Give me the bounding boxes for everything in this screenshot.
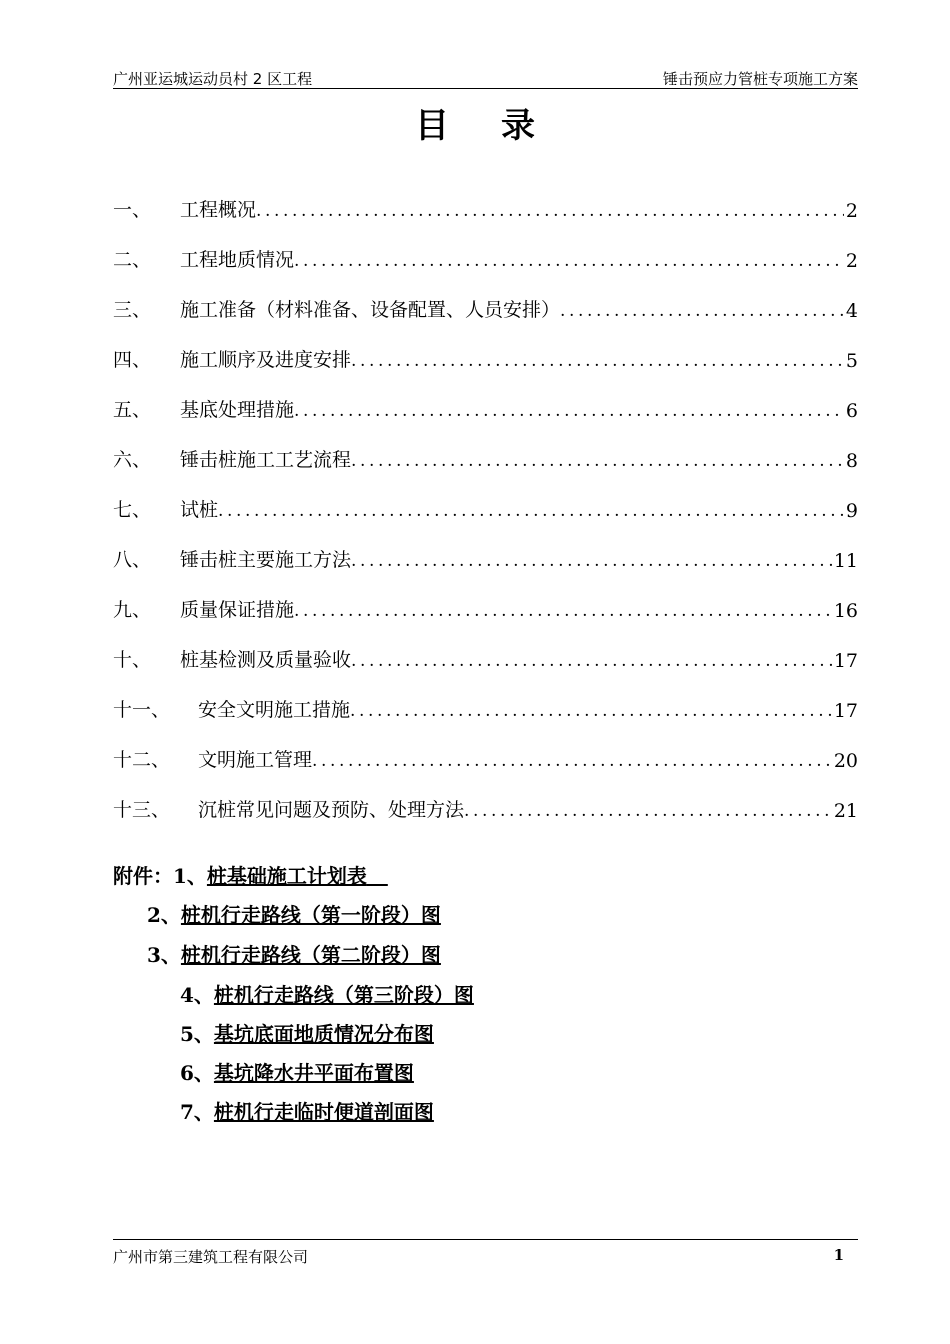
toc-label: 施工顺序及进度安排 xyxy=(180,349,352,371)
toc-label: 质量保证措施 xyxy=(180,599,295,621)
toc-page: 17 xyxy=(833,650,858,672)
toc-number: 十二、 xyxy=(113,749,171,771)
appendix-label: 桩基础施工计划表 xyxy=(206,864,367,888)
appendix-label: 基坑降水井平面布置图 xyxy=(213,1061,414,1085)
footer-page-number: 1 xyxy=(833,1246,844,1264)
appendix-item[interactable] xyxy=(180,979,474,1008)
toc-entry[interactable] xyxy=(113,590,858,622)
page-header xyxy=(113,66,858,89)
toc-label: 安全文明施工措施 xyxy=(198,699,351,721)
toc-number: 十、 xyxy=(113,649,152,671)
appendix-number: 7、 xyxy=(180,1100,214,1124)
toc-number: 七、 xyxy=(113,499,152,521)
toc-number: 五、 xyxy=(113,399,152,421)
toc-page: 5 xyxy=(845,350,858,372)
appendix-prefix: 附件： xyxy=(113,864,173,888)
toc-number: 十三、 xyxy=(113,799,171,821)
toc-label: 试桩 xyxy=(180,499,219,521)
toc-entry[interactable] xyxy=(113,240,858,272)
toc-leader xyxy=(351,651,832,671)
toc-leader xyxy=(294,401,844,421)
toc-entry[interactable] xyxy=(113,740,858,772)
toc-entry[interactable] xyxy=(113,640,858,672)
toc-entry[interactable] xyxy=(113,290,858,322)
page-footer xyxy=(113,1239,858,1266)
appendix-underline-tail xyxy=(367,864,388,888)
toc-leader xyxy=(350,701,832,721)
appendix-number: 3、 xyxy=(147,943,181,967)
toc-number: 九、 xyxy=(113,599,152,621)
toc-leader xyxy=(312,751,832,771)
toc-number: 二、 xyxy=(113,249,152,271)
appendix-label: 桩机行走临时便道剖面图 xyxy=(213,1100,434,1124)
toc-entry[interactable] xyxy=(113,340,858,372)
toc-leader xyxy=(351,551,832,571)
toc-number: 八、 xyxy=(113,549,152,571)
appendix-item[interactable] xyxy=(147,939,441,968)
toc-label: 锤击桩主要施工方法 xyxy=(180,549,352,571)
toc-leader xyxy=(256,201,844,221)
toc-leader xyxy=(294,601,832,621)
toc-page: 21 xyxy=(833,800,858,822)
toc-entry[interactable] xyxy=(113,440,858,472)
appendix-number: 4、 xyxy=(180,983,214,1007)
toc-leader xyxy=(218,501,844,521)
page-title: 目录 xyxy=(415,106,587,146)
toc-page: 2 xyxy=(845,250,858,272)
toc-page: 8 xyxy=(845,450,858,472)
header-project-name: 广州亚运城运动员村 2 区工程 xyxy=(113,70,313,88)
toc-number: 六、 xyxy=(113,449,152,471)
toc-number: 十一、 xyxy=(113,699,171,721)
appendix-label: 基坑底面地质情况分布图 xyxy=(213,1022,434,1046)
toc-number: 一、 xyxy=(113,199,152,221)
toc-page: 16 xyxy=(833,600,858,622)
appendix-item[interactable] xyxy=(113,860,388,889)
footer-company: 广州市第三建筑工程有限公司 xyxy=(113,1248,309,1266)
appendix-item[interactable] xyxy=(180,1096,434,1125)
appendix-item[interactable] xyxy=(180,1057,414,1086)
toc-entry[interactable] xyxy=(113,790,858,822)
toc-entry[interactable] xyxy=(113,190,858,222)
toc-label: 施工准备（材料准备、设备配置、人员安排） xyxy=(180,299,561,321)
appendix-label: 桩机行走路线（第三阶段）图 xyxy=(213,983,474,1007)
appendix-item[interactable] xyxy=(180,1018,434,1047)
appendix-label: 桩机行走路线（第二阶段）图 xyxy=(180,943,441,967)
appendix-label: 桩机行走路线（第一阶段）图 xyxy=(180,903,441,927)
toc-leader xyxy=(464,801,832,821)
toc-page: 6 xyxy=(845,400,858,422)
toc-label: 沉桩常见问题及预防、处理方法 xyxy=(198,799,465,821)
toc-page: 2 xyxy=(845,200,858,222)
toc-label: 桩基检测及质量验收 xyxy=(180,649,352,671)
toc-label: 工程概况 xyxy=(180,199,257,221)
toc-entry[interactable] xyxy=(113,390,858,422)
header-document-title: 锤击预应力管桩专项施工方案 xyxy=(662,70,858,88)
toc-number: 三、 xyxy=(113,299,152,321)
toc-entry[interactable] xyxy=(113,490,858,522)
toc-leader xyxy=(294,251,844,271)
toc-page: 11 xyxy=(833,550,858,572)
appendix-number: 1、 xyxy=(173,864,207,888)
toc-leader xyxy=(351,451,844,471)
toc-label: 基底处理措施 xyxy=(180,399,295,421)
appendix-item[interactable] xyxy=(147,899,441,928)
toc-entry[interactable] xyxy=(113,540,858,572)
appendix-number: 2、 xyxy=(147,903,181,927)
toc-page: 9 xyxy=(845,500,858,522)
toc-entry[interactable] xyxy=(113,690,858,722)
toc-page: 4 xyxy=(845,300,858,322)
toc-label: 工程地质情况 xyxy=(180,249,295,271)
toc-label: 文明施工管理 xyxy=(198,749,313,771)
toc-page: 20 xyxy=(833,750,858,772)
appendix-number: 6、 xyxy=(180,1061,214,1085)
appendix-number: 5、 xyxy=(180,1022,214,1046)
toc-leader xyxy=(351,351,844,371)
toc-page: 17 xyxy=(833,700,858,722)
toc-leader xyxy=(560,301,844,321)
toc-label: 锤击桩施工工艺流程 xyxy=(180,449,352,471)
toc-number: 四、 xyxy=(113,349,152,371)
